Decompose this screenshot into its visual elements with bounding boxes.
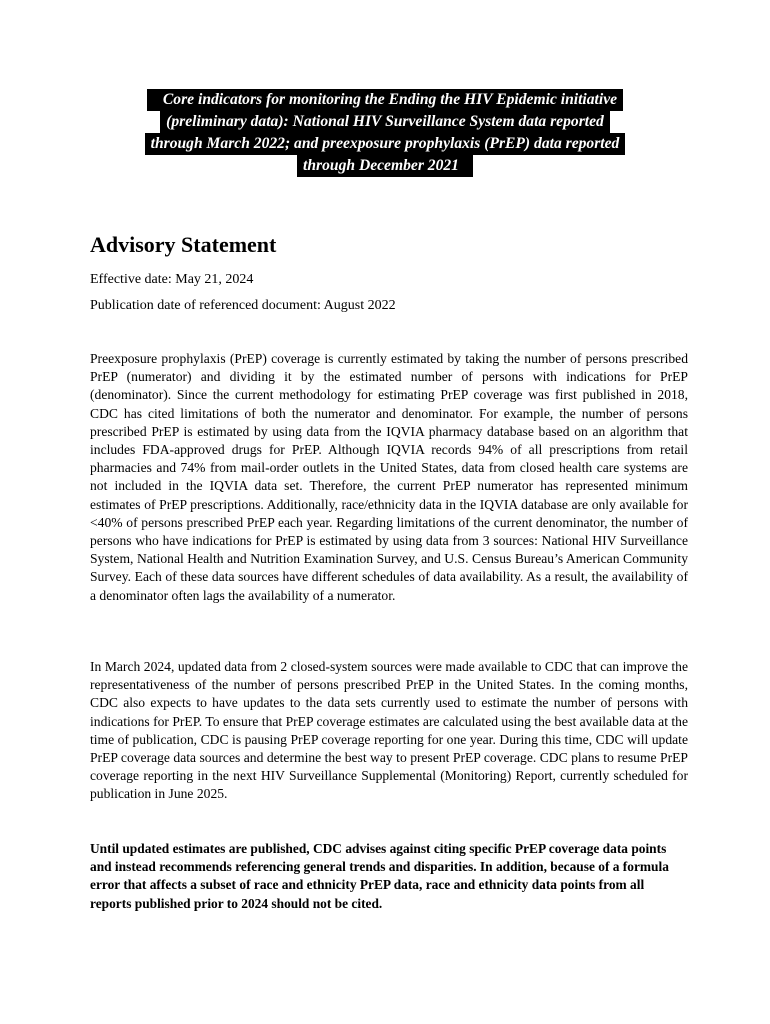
document-title xyxy=(100,89,670,177)
title-line-1: Core indicators for monitoring the Ending the HIV Epidemic initiative xyxy=(147,89,623,111)
title-line-2: (preliminary data): National HIV Surveillance System data reported xyxy=(160,111,610,133)
title-line-3: through March 2022; and preexposure prophylaxis (PrEP) data reported xyxy=(145,133,626,155)
advisory-heading: Advisory Statement xyxy=(90,232,277,257)
effective-date: Effective date: May 21, 2024 xyxy=(90,272,254,287)
title-line-4: through December 2021 xyxy=(297,155,473,177)
publication-date: Publication date of referenced document: August 2022 xyxy=(90,298,396,313)
paragraph-citation-advisory: Until updated estimates are published, CDC advises against citing specific PrEP coverage data points and instead recommends referencing general trends and disparities. In addition, because of a formula error that affects a subset of race and ethnicity PrEP data, race and ethnicity data points from all reports published prior to 2024 should not be cited. xyxy=(90,841,669,911)
paragraph-pausing-reporting: In March 2024, updated data from 2 closed-system sources were made available to CDC that can improve the representativeness of the number of persons prescribed PrEP in the United States. In the coming months, CDC also expects to have updates to the data sets currently used to estimate the number of persons with indications for PrEP. To ensure that PrEP coverage estimates are calculated using the best available data at the time of publication, CDC is pausing PrEP coverage reporting for one year. During this time, CDC will update PrEP coverage data sources and determine the best way to present PrEP coverage. CDC plans to resume PrEP coverage reporting in the next HIV Surveillance Supplemental (Monitoring) Report, currently scheduled for publication in June 2025. xyxy=(90,659,688,802)
paragraph-prep-coverage-limitations: Preexposure prophylaxis (PrEP) coverage is currently estimated by taking the number of persons prescribed PrEP (numerator) and dividing it by the estimated number of persons with indications for PrEP (denominator). Since the current methodology for estimating PrEP coverage was first published in 2018, CDC has cited limitations of both the numerator and denominator. For example, the number of persons prescribed PrEP is estimated by using data from the IQVIA pharmacy database based on an algorithm that includes FDA-approved drugs for PrEP. Although IQVIA records 94% of all prescriptions from retail pharmacies and 74% from mail-order outlets in the United States, data from closed health care systems are not included in the IQVIA data set. Therefore, the current PrEP numerator has represented minimum estimates of PrEP prescriptions. Additionally, race/ethnicity data in the IQVIA database are only available for <40% of persons prescribed PrEP each year. Regarding limitations of the current denominator, the number of persons who have indications for PrEP is estimated by using data from 3 sources: National HIV Surveillance System, National Health and Nutrition Examination Survey, and U.S. Census Bureau’s American Community Survey. Each of these data sources have different schedules of data availability. As a result, the availability of a denominator often lags the availability of a numerator. xyxy=(90,351,688,603)
